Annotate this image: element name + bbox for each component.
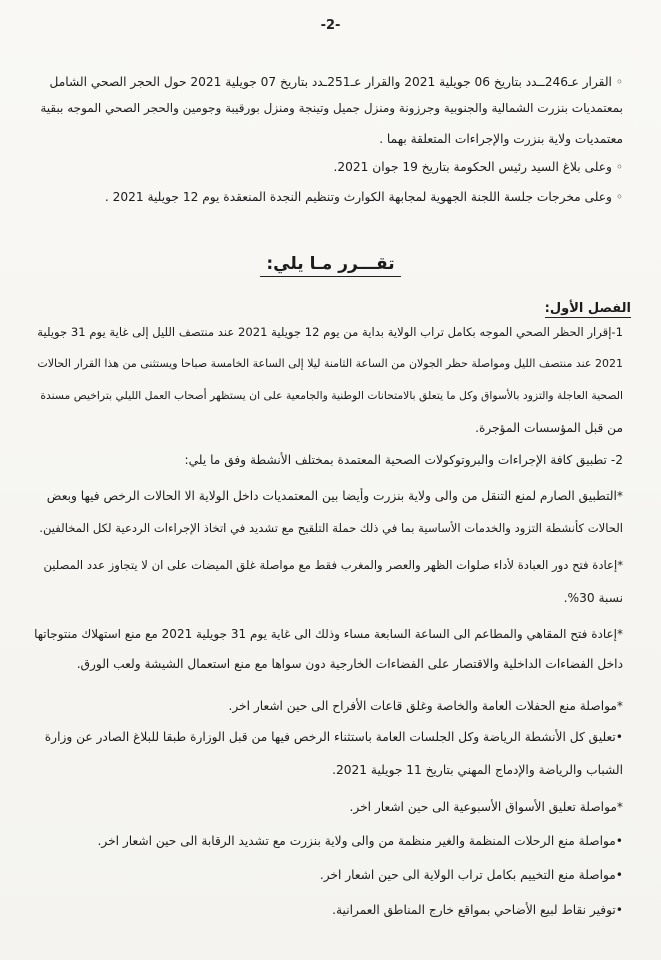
article-line: نسبة 30%. [563, 591, 623, 605]
preamble-line: ◦ وعلى مخرجات جلسة اللجنة الجهوية لمجابهة الكوارث وتنظيم النجدة المنعقدة يوم 12 جويلية 2021 . [104, 190, 623, 204]
article-line: 2021 عند منتصف الليل ومواصلة حظر الجولان من الساعة الثامنة ليلا إلى الساعة الخامسة صباحا ويستثنى من هذا القرار الحالات [37, 357, 623, 370]
article-line: *التطبيق الصارم لمنع التنقل من والى ولاية بنزرت وأيضا بين المعتمديات داخل الولاية الا الحالات الرخص فيها وبعض [46, 489, 623, 503]
preamble-line: ◦ القرار عـ246ــدد بتاريخ 06 جويلية 2021 والقرار عـ251ـدد بتاريخ 07 جويلية 2021 حول الحجر الصحي الشامل [49, 75, 623, 89]
preamble-line: ◦ وعلى بلاغ السيد رئيس الحكومة بتاريخ 19 جوان 2021. [333, 160, 623, 174]
article-line: الحالات كأنشطة التزود والخدمات الأساسية بما في ذلك حملة التلقيح مع تشديد في اتخاذ الإجراءات الردعية لكل المخالفين. [39, 521, 623, 535]
article-line: •مواصلة منع التخييم بكامل تراب الولاية الى حين اشعار اخر. [319, 868, 623, 882]
article-line: داخل الفضاءات الداخلية والاقتصار على الفضاءات الخارجية دون سواها مع منع استعمال الشيشة ولعب الورق. [76, 657, 623, 671]
article-line: 1-إقرار الحظر الصحي الموجه بكامل تراب الولاية بداية من يوم 12 جويلية 2021 عند منتصف الليل إلى غاية يوم 31 جويلية [37, 325, 623, 339]
chapter-title: الفصل الأول: [544, 301, 631, 316]
preamble-line: بمعتمديات بنزرت الشمالية والجنوبية وجرزونة ومنزل جميل وتينجة ومنزل بورقيبة وجومين والحجر الصحي الموجه ببقية [40, 101, 623, 115]
decision-heading: تقـــرر مـا يلي: [0, 254, 661, 274]
article-line: *مواصلة منع الحفلات العامة والخاصة وغلق قاعات الأفراح الى حين اشعار اخر. [228, 699, 623, 713]
article-line: *مواصلة تعليق الأسواق الأسبوعية الى حين اشعار اخر. [349, 800, 623, 814]
article-line: *إعادة فتح المقاهي والمطاعم الى الساعة السابعة مساء وذلك الى غاية يوم 31 جويلية 2021 مع منع استهلاك منتوجاتها [34, 627, 623, 641]
article-line: الصحية العاجلة والتزود بالأسواق وكل ما يتعلق بالامتحانات الوطنية والجامعية على ان يستظهر أصحاب العمل الليلي بتراخيص مسندة [40, 389, 623, 402]
article-line: الشباب والرياضة والإدماج المهني بتاريخ 11 جويلية 2021. [332, 763, 623, 777]
article-line: •تعليق كل الأنشطة الرياضة وكل الجلسات العامة باستثناء الرخص فيها من قبل الوزارة طبقا للبلاغ الصادر عن وزارة [44, 730, 623, 744]
preamble-line: معتمديات ولاية بنزرت والإجراءات المتعلقة بهما . [379, 132, 623, 146]
article-line: •مواصلة منع الرحلات المنظمة والغير منظمة من والى ولاية بنزرت مع تشديد الرقابة الى حين اشعار اخر. [97, 834, 623, 848]
article-line: 2- تطبيق كافة الإجراءات والبروتوكولات الصحية المعتمدة بمختلف الأنشطة وفق ما يلي: [184, 453, 623, 467]
article-line: •توفير نقاط لبيع الأضاحي بمواقع خارج المناطق العمرانية. [332, 903, 623, 917]
page-number: -2- [320, 18, 341, 33]
article-line: من قبل المؤسسات المؤجرة. [475, 421, 623, 435]
article-line: *إعادة فتح دور العبادة لأداء صلوات الظهر والعصر والمغرب فقط مع مواصلة غلق الميضات على ان لا يتجاوز عدد المصلين [43, 558, 623, 572]
